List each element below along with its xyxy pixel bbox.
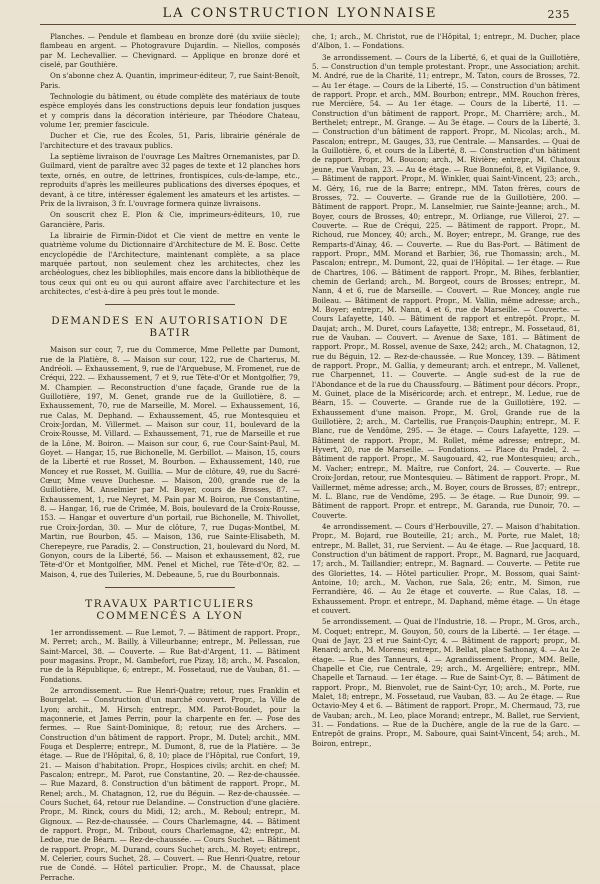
intro-paragraph: Technologie du bâtiment, ou étude complète des matériaux de toute espèce employés dans les constructions depuis leur fondation jusques et y compris dans la décoration intérieure, par Théodore Chateau, volume 1er, premier fascicule.: [40, 92, 300, 130]
arrondissement-paragraph: 4e arrondissement. — Cours d'Herbouville, 27. — Maison d'habitation. Propr., M. Bojard, rue Bouteille, 21; arch., M. Porte, rue Malet, 18; entrepr., M. Ballet, 31, rue Servient. — Au 4e étage. — Rue Jacquard, 18. Construction d'un bâtiment de rapport. Propr., M. Bagnard, rue Jacquard, 17; arch., M. Taillandier; entrepr., M. Bagnard. — Couverte. — Petite rue des Gloriettes, 14. — Hôtel particulier. Propr., M. Bossom, quai Saint-Antoine, 10; arch., M. Vachon, rue Sala, 26; entr., M. Simon, rue Ferrandière, 46. — Au 2e étage et couverte. — Rue Calas, 18. — Exhaussement. Propr. et entrepr., M. Daphand, même étage. — Un étage et couvert.: [312, 521, 580, 615]
section-title-demandes: DEMANDES EN AUTORISATION DE BATIR: [51, 315, 289, 340]
section-divider: [105, 587, 235, 588]
section-body-travaux: 1er arrondissement. — Rue Lemot, 7. — Bâtiment de rapport. Propr., M. Perret; arch., M. Bailly, à Villeurbanne; entrepr., M. Pellessan, rue Saint-Marcel, 38. — Couverte. — Rue Bat-d'Argent, 11. — Bâtiment pour magasins. Propr., M. Gambefort, rue Pizay, 18; arch., M. Pascalon, rue de la République, 6; entrepr., M. Fossetaud, rue de Vauban, 81. — Fondations.: [40, 627, 300, 684]
left-column: [40, 32, 300, 884]
section-body-travaux: 2e arrondissement. — Rue Henri-Quatre; retour, rues Franklin et Bourgelat. — Construction d'un marché couvert. Propr., la Ville de Lyon; archit., M. Hirsch; entrepr., MM. Parot-Boudet, pour la maçonnerie, et James Perrin, pour la charpente en fer. — Pose des fermes. — Rue Saint-Dominique, 8; retour, rue des Archers. — Construction d'un bâtiment de rapport. Propr., M. Dutel; archit., MM. Fouga et Desplerre; entrepr., M. Dumont, 8, rue de la Platière. — 3e étage. — Rue de l'Hôpital, 6, 8, 10; place de l'Hôpital, rue Confort, 19, 21. — Maison d'habitation. Propr., Hospices civils; archit. en chef; M. Pascalon; entrepr., M. Parot, rue Constantine, 20. — Rez-de-chaussée. — Rue Mazard, 8. Construction d'un bâtiment de rapport. Propr., M. Renel; arch., M. Chatagnon, 12, rue du Béguin. — Rez-de-chaussée. — Cours Suchet, 64, retour rue Delandine. — Construction d'une glacière. Propr., M. Rinck, cours du Midi, 12; arch., M. Reboul; entrepr., M. Gignoux. — Rez-de-chaussée. — Cours Charlemagne, 44. — Bâtiment de rapport. Propr., M. Tribout, cours Charlemagne, 42; entrepr., M. Ledue, rue de Béarn. — Rez-de-chaussée. — Cours Suchet. — Bâtiment de rapport. Propr., M. Durand, cours Suchet; arch., M. Royet; entrepr., M. Celerier, cours Suchet, 28. — Couvert. — Rue Henri-Quatre, retour rue de Condé. — Hôtel particulier. Propr., M. de Chaussat, place Perrache.: [40, 685, 300, 882]
intro-paragraph: On s'abonne chez A. Quantin, imprimeur-éditeur, 7, rue Saint-Benoît, Paris.: [40, 71, 300, 90]
section-title-travaux: TRAVAUX PARTICULIERS COMMENCÉS A LYON: [85, 597, 255, 622]
journal-title: LA CONSTRUCTION LYONNAISE: [162, 6, 438, 21]
intro-paragraph: Ducher et Cie, rue des Écoles, 51, Paris, librairie générale de l'architecture et des travaux publics.: [40, 131, 300, 150]
right-column: [312, 32, 580, 750]
section-body-demandes: Maison sur cour, 7, rue du Commerce, Mme Pellette par Dumont, rue de la Platière, 8. — Maison sur cour, 122, rue de Charterus, M. Andréoli. — Exhaussement, 9, rue de l'Arquebuse, M. Fromenet, rue de Créqui, 222. — Exhaussement, 7 et 9, rue Tête-d'Or et Montgolfier, 79, M. Champier. — Reconstruction d'une façade, Grande rue de la Guillotière, 197, M. Genet, grande rue de la Guillotière, 8. — Exhaussement, 70, rue de Marseille, M. Morel. — Exhaussement, 16, rue Calas, M. Dephand. — Exhaussement, 45, rue Montesquieu et Croix-Jordan, M. Villermet. — Maison sur cour, 11, boulevard de la Croix-Rousse, M. Villard. — Exhaussement, 71, rue de Marseille et rue de la Lône, M. Boiron. — Maison sur cour, 6, rue Cour-Saint-Paul, M. Goyet. — Hangar, 15, rue Bichonelle, M. Gerbillot. — Maison, 15, cours de la Liberté et rue Rosset, M. Bourbon. — Exhaussement, 140, rue Moncey et rue Rosset, M. Guillia. — Mur de clôture, 49, rue du Sacré-Cœur, Mme veuve Duchesne. — Maison, 200, grande rue de la Guillotière, M. Anselmier par M. Boyer, cours de Brosses, 87. — Exhaussement, 1, rue Neyret, M. Pain par M. Boiron, rue Constantine, 8. — Hangar, 16, rue de Crimée, M. Bois, boulevard de la Croix-Rousse, 153. — Hangar et ouverture d'un portail, rue Bichonelle, M. Thivollet, rue Croix-Jordan, 30. — Mur de clôture, 7, rue Dugas-Montbel, M. Martin, rue Bourbon, 45. — Maison, 136, rue Sainte-Elisabeth, M. Cherepeyre, rue Paradis, 2. — Construction, 21, boulevard du Nord, M. Gonyon, cours de la Liberté, 56. — Maison et exhaussement, 82, rue Tête-d'Or et Montgolfier, MM. Penel et Michel, rue Tête-d'Or, 82. — Maison, 4, rue des Tuileries, M. Debeaune, 5, rue du Bourbonnais.: [40, 345, 300, 579]
running-head: [0, 0, 600, 30]
intro-paragraph: La librairie de Firmin-Didot et Cie vient de mettre en vente le quatrième volume du Dictionnaire d'Architecture de M. E. Bosc. Cette encyclopédie de l'Architecture, maintenant complète, a sa place marquée partout, non seulement chez les architectes, chez les archéologues, chez les bibliophiles, mais encore dans la bibliothèque de tous ceux qui ont eu ou qui auront affaire avec l'architecture et les architectes, c'est-à-dire à peu près tout le monde.: [40, 230, 300, 296]
arrondissement-paragraph: 3e arrondissement. — Cours de la Liberté, 6, et quai de la Guillotière, 5. — Construction d'un temple protestant. Propr., une Association; archit. M. André, rue de la Charité, 11; entrepr., M. Taton, cours de Brosses, 72. — Au 1er étage. — Cours de la Liberté, 15. — Construction d'un bâtiment de rapport. Propr. et arch., MM. Bourbon; entrepr., MM. Rouchon frères, rue Mercière, 54. — Au 1er étage. — Cours de la Liberté, 11. — Construction d'un bâtiment de rapport. Propr., M. Charrière; arch., M. Berthelet; entrepr., M. Grange. — Au 3e étage. — Cours de la Liberté, 3. — Construction d'un bâtiment de rapport. Propr., M. Nicolas; arch., M. Pascalon; entrepr., M. Gauges, 33, rue Centrale. — Mansardes. — Quai de la Guillotière, 6, et cours de la Liberté, 8. — Construction d'un bâtiment de rapport. Propr., M. Boucon; arch., M. Rivière; entrepr., M. Chatoux jeune, rue Vauban, 23. — Au 4e étage. — Rue Bonnefoi, 8, et Vigilance, 9. — Bâtiment de rapport. Propr., M. Winkler, quai Saint-Vincent, 23; arch., M. Géry, 16, rue de la Barre; entrepr., MM. Taton frères, cours de Brosses, 72. — Couverte. — Grande rue de la Guillotière, 200. — Bâtiment de rapport. Propr., M. Lanselmier, rue Sainte-Jeanne; arch., M. Boyer, cours de Brosses, 40; entrepr., M. Orliange, rue Villeroi, 27. — Couverte. — Rue de Créqui, 225. — Bâtiment de rapport. Propr., M. Richoud, rue Moncey, 40; arch., M. Boyer; entrepr., M. Grange, rue des Remparts-d'Ainay, 46. — Couverte. — Rue du Bas-Port. — Bâtiment de rapport. Propr., MM. Morand et Barbier, 36, rue Thomassin; arch., M. Pascalon; entrepr., M. Dumont, 22, quai de l'Hôpital. — 1er étage. — Rue de Chartres, 106. — Bâtiment de rapport. Propr., M. Bihes, ferblantier, chemin de Gerland; arch., M. Borgeot, cours de Brosses; entrepr., M. Nann, 4 et 6, rue de Marseille. — Couvert. — Rue Moncey, angle rue Boileau. — Bâtiment de rapport. Propr., M. Vallin, même adresse; arch., M. Boyer; entrepr., M. Nann, 4 et 6, rue de Marseille. — Couverte. — Cours Lafayette, 140. — Bâtiment de rapport et entrepôt. Propr., M. Daujat; arch., M. Duret, cours Lafayette, 138; entrepr., M. Fossetaud, 81, rue de Vauban. — Couvert. — Avenue de Saxe, 181. — Bâtiment de rapport. Propr., M. Rossel, avenue de Saxe, 242; arch., M. Chatagnon, 12, rue du Béguin, 12. — Rez-de-chaussée. — Rue Moncey, 139. — Bâtiment de rapport. Propr., M. Gallia, y demeurant; arch. et entrepr., M. Vallenet, rue Charpennet, 11. — Couverte. — Angle sud-est de la rue de l'Abondance et de la rue du Chaussfourg. — Bâtiment pour décors. Propr., M. Guinet, place de la Miséricorde; arch. et entrepr., M. Ledue, rue de Béarn, 15. — Couverte. — Grande rue de la Guillotière, 192. — Exhaussement d'une maison. Propr., M. Grol, Grande rue de la Guillotière, 2; arch., M. Cartellis, rue François-Dauphin; entrepr., M. F. Blanc, rue de Vendôme, 295. — 3e étage. — Cours Lafayette, 129. — Bâtiment de rapport. Propr., M. Rollet, même adresse; entrepr., M. Hyvert, 20, rue de Marseille. — Fondations. — Place du Pradel, 2. — Bâtiment de rapport. Propr., M. Saugouard, 42, rue Montesquieu; arch., M. Vacher; entrepr., M. Maître, rue Confort, 24. — Couverte. — Rue Croix-Jordan, retour, rue Montesquieu. — Bâtiment de rapport. Propr., M. Vaillermet, même adresse; arch., M. Boyer, cours de Brosses, 87; entrepr., M. L. Blanc, rue de Vendôme, 295. — 3e étage. — Rue Dunoir, 99. — Bâtiment de rapport. Propr. et entrepr., M. Garanda, rue Dunoir, 70. — Couverte.: [312, 52, 580, 520]
page-number: 235: [547, 8, 570, 21]
intro-paragraph: Planches. — Pendule et flambeau en bronze doré (du xviiie siècle); flambeau en argent. — Photogravure Dujardin. — Niellos, composés par M. Lechevallier. — Chevignard. — Applique en bronze doré et ciselé, par Gouthière.: [40, 32, 300, 70]
intro-paragraph: On souscrit chez E. Plon & Cie, imprimeurs-éditeurs, 10, rue Garancière, Paris.: [40, 210, 300, 229]
continued-paragraph: che, 1; arch., M. Christot, rue de l'Hôpital, 1; entrepr., M. Ducher, place d'Albon, 1. — Fondations.: [312, 32, 580, 51]
section-divider: [105, 304, 235, 305]
intro-paragraph: La septième livraison de l'ouvrage Les Maîtres Ornemanistes, par D. Guilmard, vient de paraître avec 32 pages de texte et 12 planches hors texte, ornés, en outre, de lettrines, frontispices, culs-de-lampe, etc., reproduits d'après les meilleures publications des diverses époques, et devant, à ce titre, intéresser également les amateurs et les artistes. — Prix de la livraison, 3 fr. L'ouvrage formera quinze livraisons.: [40, 152, 300, 208]
header-rule: [40, 24, 576, 25]
arrondissement-paragraph: 5e arrondissement. — Quai de l'Industrie, 18. — Propr., M. Gros, arch., M. Coquet; entrepr., M. Gouyon, 50, cours de la Liberté. — 1er étage. — Quai de Jayr, 23 et rue Saint-Cyr, 4. — Bâtiment de rapport; propr., M. Renard; arch., M. Morens; entrepr., M. Bellat, place Sathonay, 4. — Au 2e étage. — Rue des Tanneurs, 4. — Agrandissement. Propr., MM. Belle, Chapelle et Cie, rue Centrale, 29; arch., M. Argellière; entrepr., MM. Chapelle et Tarnaud. — 1er étage. — Rue de Saint-Cyr, 8. — Bâtiment de rapport. Propr., M. Bienvolet, rue de Saint-Cyr, 10; arch., M. Porte, rue Malet, 18; entrepr., M. Fossetaud, rue Vauban, 83. — Au 2e étage. — Rue Octavio-Mey 4 et 6. — Bâtiment de rapport. Propr., M. Chermaud, 73, rue de Vauban; arch., M. Leo, place Morand; entrepr., M. Ballet, rue Servient, 31. — Fondations. — Rue de la Duchère, angle de la rue de la Garc. — Entrepôt de grains. Propr., M. Saboure, quai Saint-Vincent, 54; arch., M. Boiron, entrepr.,: [312, 617, 580, 748]
